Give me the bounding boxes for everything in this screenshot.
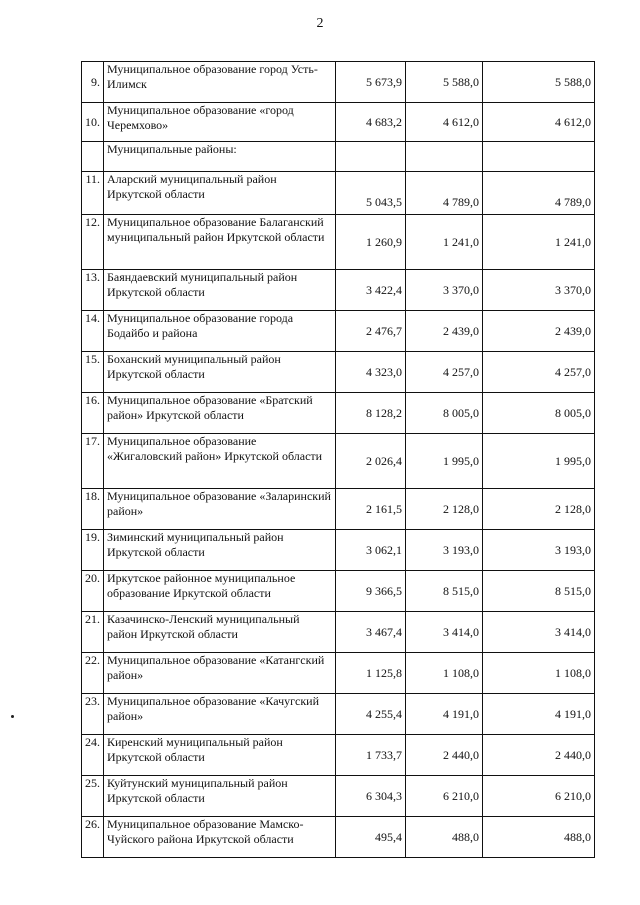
- value-cell-3: 8 005,0: [483, 393, 595, 434]
- municipality-name: Муниципальное образование города Бодайбо и района: [104, 311, 336, 352]
- value-cell-1: 8 128,2: [336, 393, 406, 434]
- value-cell-2: 1 241,0: [406, 215, 483, 270]
- municipality-name: Муниципальное образование «Братский район» Иркутской области: [104, 393, 336, 434]
- row-number: 17.: [82, 434, 104, 489]
- value-cell-2: 4 257,0: [406, 352, 483, 393]
- table-row: [82, 489, 595, 530]
- municipality-name: Муниципальное образование «Жигаловский район» Иркутской области: [104, 434, 336, 489]
- municipality-name: Муниципальные районы:: [104, 142, 336, 172]
- value-cell-3: 488,0: [483, 817, 595, 858]
- table-row: [82, 530, 595, 571]
- value-cell-2: 2 439,0: [406, 311, 483, 352]
- value-cell-3: 3 193,0: [483, 530, 595, 571]
- value-cell-3: 8 515,0: [483, 571, 595, 612]
- table-row: [82, 142, 595, 172]
- municipality-name: Муниципальное образование Балаганский муниципальный район Иркутской области: [104, 215, 336, 270]
- value-cell-2: 3 414,0: [406, 612, 483, 653]
- value-cell-2: 4 789,0: [406, 172, 483, 215]
- row-number: 21.: [82, 612, 104, 653]
- value-cell-3: 3 370,0: [483, 270, 595, 311]
- value-cell-2: 1 108,0: [406, 653, 483, 694]
- table-row: [82, 653, 595, 694]
- value-cell-2: 3 193,0: [406, 530, 483, 571]
- value-cell-1: 9 366,5: [336, 571, 406, 612]
- value-cell-1: 4 255,4: [336, 694, 406, 735]
- value-cell-3: 1 241,0: [483, 215, 595, 270]
- page-number: 2: [316, 16, 324, 31]
- value-cell-3: 2 128,0: [483, 489, 595, 530]
- row-number: 19.: [82, 530, 104, 571]
- value-cell-3: 4 257,0: [483, 352, 595, 393]
- row-number: 16.: [82, 393, 104, 434]
- value-cell-1: 3 062,1: [336, 530, 406, 571]
- value-cell-3: 5 588,0: [483, 62, 595, 103]
- value-cell-3: 4 789,0: [483, 172, 595, 215]
- value-cell-3: 1 108,0: [483, 653, 595, 694]
- row-number: 9.: [82, 62, 104, 103]
- value-cell-1: 3 422,4: [336, 270, 406, 311]
- row-number: 14.: [82, 311, 104, 352]
- municipality-name: Боханский муниципальный район Иркутской области: [104, 352, 336, 393]
- value-cell-1: 2 161,5: [336, 489, 406, 530]
- table-row: [82, 352, 595, 393]
- value-cell-2: 4 612,0: [406, 103, 483, 142]
- municipality-name: Баяндаевский муниципальный район Иркутской области: [104, 270, 336, 311]
- row-number: 13.: [82, 270, 104, 311]
- municipality-name: Муниципальное образование «город Черемхово»: [104, 103, 336, 142]
- row-number: 15.: [82, 352, 104, 393]
- value-cell-1: 1 260,9: [336, 215, 406, 270]
- row-number: 25.: [82, 776, 104, 817]
- municipality-name: Муниципальное образование город Усть-Илимск: [104, 62, 336, 103]
- table-row: [82, 311, 595, 352]
- row-number: 26.: [82, 817, 104, 858]
- value-cell-3: 4 191,0: [483, 694, 595, 735]
- budget-table-body: [82, 62, 595, 858]
- row-number: 11.: [82, 172, 104, 215]
- value-cell-1: 3 467,4: [336, 612, 406, 653]
- value-cell-1: 5 673,9: [336, 62, 406, 103]
- table-row: [82, 270, 595, 311]
- value-cell-2: 8 005,0: [406, 393, 483, 434]
- value-cell-3: 2 439,0: [483, 311, 595, 352]
- table-row: [82, 735, 595, 776]
- municipality-name: Казачинско-Ленский муниципальный район Иркутской области: [104, 612, 336, 653]
- value-cell-1: 1 125,8: [336, 653, 406, 694]
- table-row: [82, 393, 595, 434]
- value-cell-1: 2 026,4: [336, 434, 406, 489]
- value-cell-2: 3 370,0: [406, 270, 483, 311]
- value-cell-3: 4 612,0: [483, 103, 595, 142]
- municipality-name: Муниципальное образование «Заларинский район»: [104, 489, 336, 530]
- value-cell-2: 488,0: [406, 817, 483, 858]
- row-number: 18.: [82, 489, 104, 530]
- value-cell-1: 4 323,0: [336, 352, 406, 393]
- table-row: [82, 62, 595, 103]
- municipality-name: Куйтунский муниципальный район Иркутской области: [104, 776, 336, 817]
- row-number: 22.: [82, 653, 104, 694]
- table-row: [82, 103, 595, 142]
- value-cell-2: 6 210,0: [406, 776, 483, 817]
- value-cell-2: 2 440,0: [406, 735, 483, 776]
- value-cell-1: [336, 142, 406, 172]
- row-number: 24.: [82, 735, 104, 776]
- value-cell-2: 4 191,0: [406, 694, 483, 735]
- value-cell-3: 1 995,0: [483, 434, 595, 489]
- value-cell-3: 3 414,0: [483, 612, 595, 653]
- value-cell-2: 5 588,0: [406, 62, 483, 103]
- value-cell-1: 6 304,3: [336, 776, 406, 817]
- table-row: [82, 215, 595, 270]
- table-row: [82, 434, 595, 489]
- municipality-name: Зиминский муниципальный район Иркутской области: [104, 530, 336, 571]
- budget-table: [81, 61, 595, 858]
- municipality-name: Муниципальное образование «Катангский район»: [104, 653, 336, 694]
- value-cell-3: [483, 142, 595, 172]
- table-row: [82, 694, 595, 735]
- municipality-name: Киренский муниципальный район Иркутской области: [104, 735, 336, 776]
- scan-speck: [11, 715, 14, 718]
- municipality-name: Муниципальное образование «Качугский район»: [104, 694, 336, 735]
- table-row: [82, 612, 595, 653]
- row-number: 23.: [82, 694, 104, 735]
- value-cell-3: 2 440,0: [483, 735, 595, 776]
- row-number: [82, 142, 104, 172]
- row-number: 10.: [82, 103, 104, 142]
- value-cell-2: 8 515,0: [406, 571, 483, 612]
- value-cell-1: 4 683,2: [336, 103, 406, 142]
- value-cell-3: 6 210,0: [483, 776, 595, 817]
- municipality-name: Иркутское районное муниципальное образование Иркутской области: [104, 571, 336, 612]
- table-row: [82, 571, 595, 612]
- table-row: [82, 776, 595, 817]
- value-cell-1: 5 043,5: [336, 172, 406, 215]
- value-cell-1: 2 476,7: [336, 311, 406, 352]
- municipality-name: Аларский муниципальный район Иркутской области: [104, 172, 336, 215]
- value-cell-2: 2 128,0: [406, 489, 483, 530]
- table-row: [82, 172, 595, 215]
- value-cell-2: [406, 142, 483, 172]
- municipality-name: Муниципальное образование Мамско-Чуйского района Иркутской области: [104, 817, 336, 858]
- value-cell-1: 1 733,7: [336, 735, 406, 776]
- value-cell-2: 1 995,0: [406, 434, 483, 489]
- row-number: 20.: [82, 571, 104, 612]
- value-cell-1: 495,4: [336, 817, 406, 858]
- row-number: 12.: [82, 215, 104, 270]
- table-row: [82, 817, 595, 858]
